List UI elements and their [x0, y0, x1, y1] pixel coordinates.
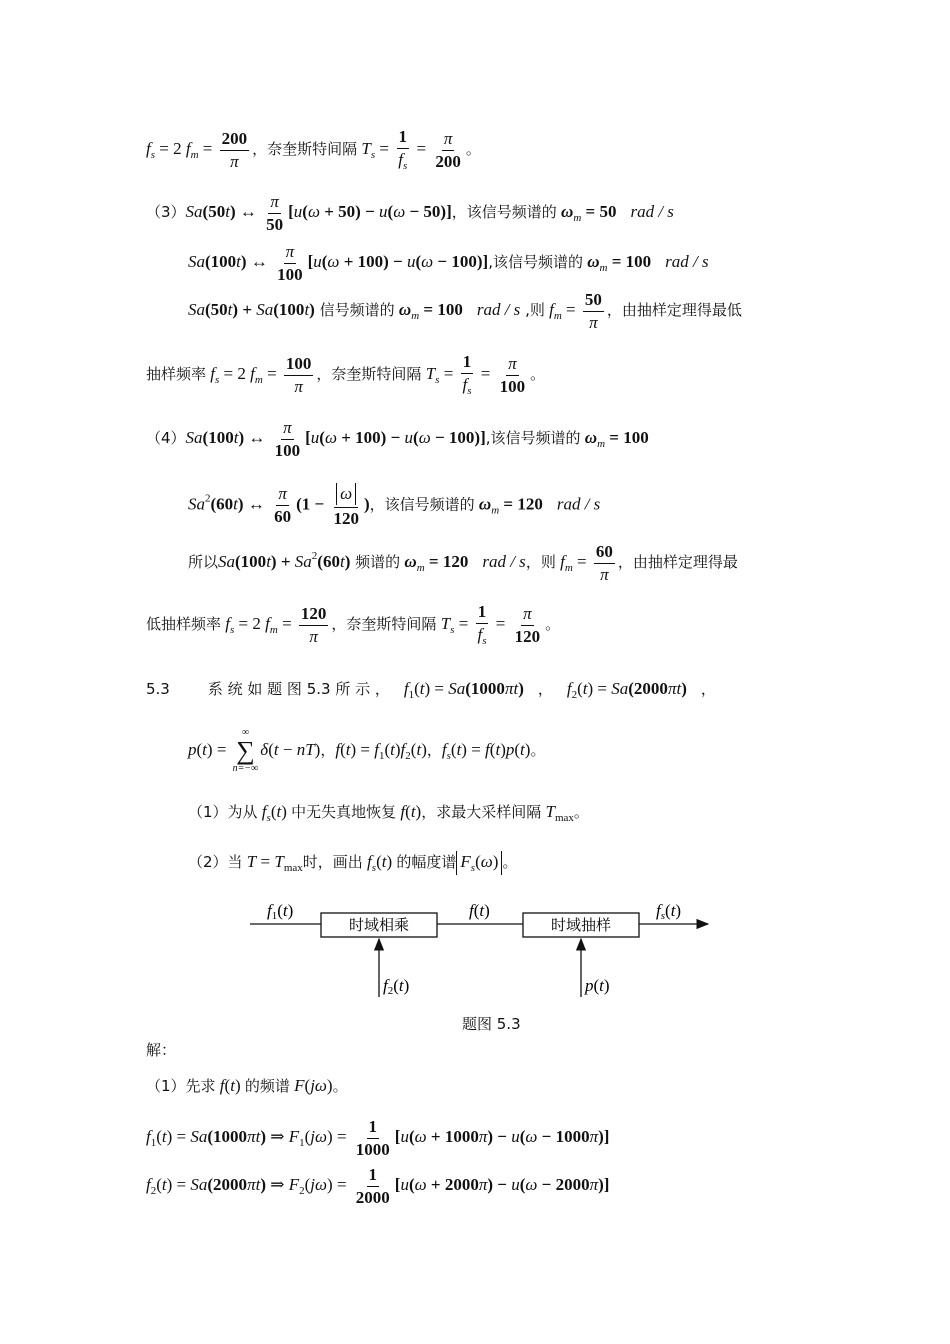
summation: ∞ ∑ n=−∞ — [232, 727, 259, 774]
label-fs: fs(t) — [656, 901, 682, 922]
eq-line-4c: 所以$Sa(100t) + Sa^2(60t)$ 频谱的 $\omega_m = 120$ rad / s，则 $f_m$ = $\frac{60}{\pi}$ ，由抽样定理得最 — [188, 542, 738, 584]
block-diagram — [240, 893, 720, 1008]
solution-step-1: （1）先求 f(t) 的频谱 F(jω)。 — [146, 1076, 348, 1095]
eq-line-3d: 抽样频率 $f_s = 2$ $f_m$ = $\frac{100}{\pi}$ ，奈奎斯特间隔 $T_s$ = $\frac{1}{f_s}$ = $\frac{\pi}{100}$ 。 — [146, 352, 546, 397]
solution-label: 解： — [146, 1041, 177, 1059]
question-2: （2）当 $T = T_{max}$时，画出 $f_s(t)$ 的幅度谱 $F_s(\omega)$ 。 — [188, 852, 518, 874]
eq-f1-spectrum: $f_1(t) = Sa(1000\pi t)$ ⇒ $F_1(j\omega)$ = $\frac{1}{1000}$ [u(ω + 1000π) − u(ω − 1000π)] — [146, 1117, 610, 1159]
label-f: f(t) — [469, 901, 490, 920]
eq-pt: p(t) = ∞ ∑ n=−∞ δ(t − nT)，$f(t) = f_1(t)f_2(t)$，$f_s(t) = f(t)p(t)$。 — [188, 727, 546, 774]
label-f1: f1(t) — [267, 901, 294, 922]
figure-caption: 题图 5.3 — [462, 1015, 521, 1033]
eq-line-3a: （3）Sa(50t) ↔ $\frac{\pi}{50}$ [u(ω + 50) − u(ω − 50)]，该信号频谱的 $\omega_m = 50$ rad / s — [146, 192, 674, 234]
eq-line-4d: 低抽样频率 $f_s = 2$ $f_m$ = $\frac{120}{\pi}$ ，奈奎斯特间隔 $T_s$ = $\frac{1}{f_s}$ = $\frac{\pi}{120}$ 。 — [146, 602, 561, 647]
eq-line-3b: Sa(100t) ↔ $\frac{\pi}{100}$ [u(ω + 100) − u(ω − 100)],该信号频谱的 $\omega_m = 100$ rad / s — [188, 242, 709, 284]
fraction: $\frac{\pi}{200}$ — [435, 128, 461, 171]
eq-line-3c: Sa(50t) + Sa(100t) 信号频谱的 $\omega_m = 100$ rad / s ,则 $f_m$ = $\frac{50}{\pi}$ ，由抽样定理得最低 — [188, 290, 742, 332]
fraction: $\frac{1}{f_s}$ — [398, 127, 408, 172]
problem-header: 5.3 系 统 如 题 图 5.3 所 示 ， $f_1(t) = Sa(1000\pi t)$ ， $f_2(t) = Sa(2000\pi t)$ ， — [146, 679, 716, 701]
label-p: p(t) — [585, 976, 610, 995]
label-f2: f2(t) — [383, 976, 410, 997]
block-multiply-label: 时域相乘 — [348, 916, 410, 934]
eq-line-1: $f_s = 2$ $f_m$ = $\frac{200}{\pi}$ ，奈奎斯特间隔 $T_s$ = $\frac{1}{f_s}$ = $\frac{\pi}{200}$ 。 — [146, 127, 481, 172]
question-1: （1）为从 $f_s(t)$ 中无失真地恢复 f(t)，求最大采样间隔 $T_{max}$。 — [188, 802, 589, 824]
eq-f2-spectrum: $f_2(t) = Sa(2000\pi t)$ ⇒ $F_2(j\omega)$ = $\frac{1}{2000}$ [u(ω + 2000π) − u(ω − 2000π)] — [146, 1165, 610, 1207]
block-sample-label: 时域抽样 — [550, 916, 612, 934]
eq-line-4a: （4）Sa(100t) ↔ $\frac{\pi}{100}$ [u(ω + 100) − u(ω − 100)],该信号频谱的 $\omega_m = 100$ — [146, 418, 649, 460]
eq-line-4b: Sa$^2$(60t) ↔ $\frac{\pi}{60}$ (1 − $\frac{\omega}{120}$ )，该信号频谱的 $\omega_m = 120$ rad / s — [188, 484, 601, 529]
fraction: $\frac{200}{\pi}$ — [221, 128, 248, 171]
